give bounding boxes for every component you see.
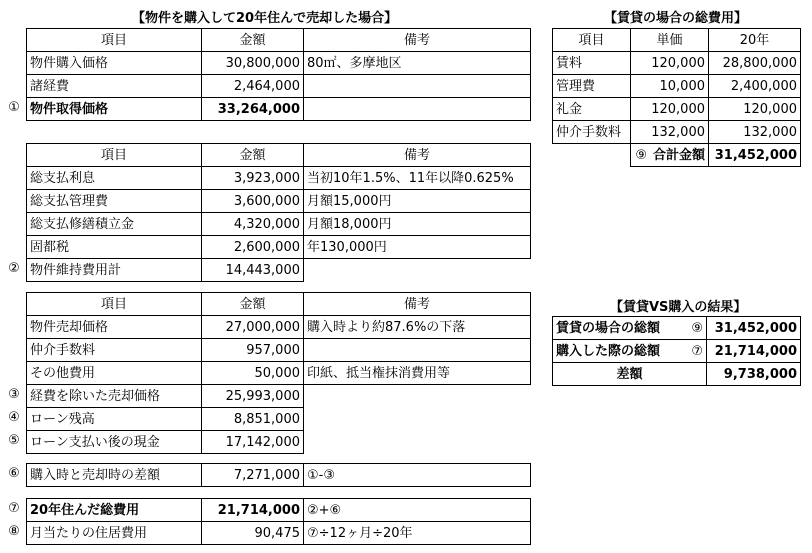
mark-2: ② — [8, 261, 20, 276]
mark-9: ⑨ — [691, 320, 703, 336]
item-cell: 物件取得価格 — [27, 98, 202, 121]
amount-cell: 21,714,000 — [707, 340, 801, 363]
table-header-row — [27, 144, 531, 167]
purchase-total-label: 購入した際の総額 — [556, 343, 661, 359]
table-row — [553, 340, 801, 363]
diff-label-cell: 差額 — [553, 363, 707, 386]
note-cell — [304, 339, 531, 362]
years-cell: 120,000 — [709, 98, 801, 121]
table-row — [27, 499, 531, 522]
result-title: 【賃貸VS購入の結果】 — [610, 300, 747, 315]
item-cell: 購入時と売却時の差額 — [27, 464, 202, 487]
unit-cell: 120,000 — [631, 98, 709, 121]
total-cost-table — [26, 498, 531, 545]
item-cell: 諸経費 — [27, 75, 202, 98]
table-row — [553, 363, 801, 386]
empty-cell — [304, 408, 531, 431]
item-cell: その他費用 — [27, 362, 202, 385]
table-row — [27, 236, 531, 259]
amount-cell: 2,600,000 — [202, 236, 304, 259]
mark-6: ⑥ — [8, 466, 20, 481]
table-row — [27, 385, 531, 408]
table-row — [27, 408, 531, 431]
item-cell: ローン残高 — [27, 408, 202, 431]
amount-cell: 2,464,000 — [202, 75, 304, 98]
item-cell: 月当たりの住居費用 — [27, 522, 202, 545]
table-row — [27, 522, 531, 545]
amount-cell: 3,923,000 — [202, 167, 304, 190]
amount-cell: 50,000 — [202, 362, 304, 385]
header-amount: 金額 — [202, 293, 304, 316]
rent-title: 【賃貸の場合の総費用】 — [604, 11, 748, 26]
unit-cell: 120,000 — [631, 52, 709, 75]
table-row — [27, 362, 531, 385]
sale-table — [26, 292, 531, 454]
rent-total-label: 賃貸の場合の総額 — [556, 320, 661, 336]
amount-cell: 27,000,000 — [202, 316, 304, 339]
mark-5: ⑤ — [8, 433, 20, 448]
table-row-total — [27, 259, 531, 282]
difference-table — [26, 463, 531, 487]
amount-cell: 14,443,000 — [202, 259, 304, 282]
years-cell: 2,400,000 — [709, 75, 801, 98]
table-row — [27, 75, 531, 98]
item-cell: 賃料 — [553, 52, 631, 75]
header-note: 備考 — [304, 29, 531, 52]
amount-cell: 90,475 — [202, 522, 304, 545]
amount-cell: 4,320,000 — [202, 213, 304, 236]
header-item: 項目 — [27, 293, 202, 316]
note-cell: 印紙、抵当権抹消費用等 — [304, 362, 531, 385]
table-row — [27, 339, 531, 362]
item-cell: 総支払利息 — [27, 167, 202, 190]
note-cell — [304, 98, 531, 121]
purchase-title: 【物件を購入して20年住んで売却した場合】 — [132, 11, 398, 26]
table-row — [27, 431, 531, 454]
table-row — [553, 52, 801, 75]
amount-cell: 957,000 — [202, 339, 304, 362]
item-cell: 総支払修繕積立金 — [27, 213, 202, 236]
item-cell: 仲介手数料 — [27, 339, 202, 362]
table-row — [553, 121, 801, 144]
table-row — [27, 190, 531, 213]
table-row-total — [553, 144, 801, 167]
years-cell: 132,000 — [709, 121, 801, 144]
table-row-total — [27, 98, 531, 121]
note-cell: ①-③ — [304, 464, 531, 487]
note-cell: 80㎡、多摩地区 — [304, 52, 531, 75]
table-row — [553, 98, 801, 121]
item-cell: 経費を除いた売却価格 — [27, 385, 202, 408]
note-cell: 月額18,000円 — [304, 213, 531, 236]
note-cell: ⑦÷12ヶ月÷20年 — [304, 522, 531, 545]
label-cell — [553, 317, 707, 340]
amount-cell: 17,142,000 — [202, 431, 304, 454]
item-cell: 礼金 — [553, 98, 631, 121]
rent-table — [552, 28, 801, 167]
mark-7: ⑦ — [8, 501, 20, 516]
note-cell — [304, 75, 531, 98]
total-label: 合計金額 — [652, 147, 705, 163]
header-note: 備考 — [304, 144, 531, 167]
header-note: 備考 — [304, 293, 531, 316]
header-item: 項目 — [27, 144, 202, 167]
header-20-years: 20年 — [709, 29, 801, 52]
note-cell: 購入時より約87.6%の下落 — [304, 316, 531, 339]
empty-cell — [304, 385, 531, 408]
diff-amount-cell: 9,738,000 — [707, 363, 801, 386]
amount-cell: 7,271,000 — [202, 464, 304, 487]
years-cell: 28,800,000 — [709, 52, 801, 75]
mark-1: ① — [8, 100, 20, 115]
mark-3: ③ — [8, 387, 20, 402]
item-cell: 物件購入価格 — [27, 52, 202, 75]
item-cell: 20年住んだ総費用 — [27, 499, 202, 522]
unit-cell: 10,000 — [631, 75, 709, 98]
item-cell: ローン支払い後の現金 — [27, 431, 202, 454]
mark-4: ④ — [8, 410, 20, 425]
mark-8: ⑧ — [8, 524, 20, 539]
unit-cell: 132,000 — [631, 121, 709, 144]
amount-cell: 31,452,000 — [707, 317, 801, 340]
item-cell: 固都税 — [27, 236, 202, 259]
mark-9: ⑨ — [635, 147, 647, 163]
table-row — [27, 52, 531, 75]
header-unit-price: 単価 — [631, 29, 709, 52]
amount-cell: 3,600,000 — [202, 190, 304, 213]
amount-cell: 33,264,000 — [202, 98, 304, 121]
table-header-row — [553, 29, 801, 52]
header-amount: 金額 — [202, 29, 304, 52]
table-row — [27, 167, 531, 190]
amount-cell: 8,851,000 — [202, 408, 304, 431]
item-cell: 物件売却価格 — [27, 316, 202, 339]
table-header-row — [27, 29, 531, 52]
header-item: 項目 — [27, 29, 202, 52]
item-cell: 総支払管理費 — [27, 190, 202, 213]
header-item: 項目 — [553, 29, 631, 52]
note-cell: ②+⑥ — [304, 499, 531, 522]
empty-cell — [553, 144, 631, 167]
table-row — [553, 75, 801, 98]
total-amount-cell: 31,452,000 — [709, 144, 801, 167]
total-label-cell — [631, 144, 709, 167]
acquisition-table — [26, 28, 531, 121]
item-cell: 仲介手数料 — [553, 121, 631, 144]
amount-cell: 21,714,000 — [202, 499, 304, 522]
empty-cell — [304, 259, 531, 282]
empty-cell — [304, 431, 531, 454]
item-cell: 管理費 — [553, 75, 631, 98]
table-row — [27, 316, 531, 339]
header-amount: 金額 — [202, 144, 304, 167]
table-row — [553, 317, 801, 340]
amount-cell: 25,993,000 — [202, 385, 304, 408]
table-header-row — [27, 293, 531, 316]
result-table — [552, 316, 801, 386]
mark-7: ⑦ — [691, 343, 703, 359]
note-cell: 当初10年1.5%、11年以降0.625% — [304, 167, 531, 190]
amount-cell: 30,800,000 — [202, 52, 304, 75]
note-cell: 年130,000円 — [304, 236, 531, 259]
item-cell: 物件維持費用計 — [27, 259, 202, 282]
table-row — [27, 464, 531, 487]
table-row — [27, 213, 531, 236]
label-cell — [553, 340, 707, 363]
note-cell: 月額15,000円 — [304, 190, 531, 213]
maintenance-table — [26, 143, 531, 282]
